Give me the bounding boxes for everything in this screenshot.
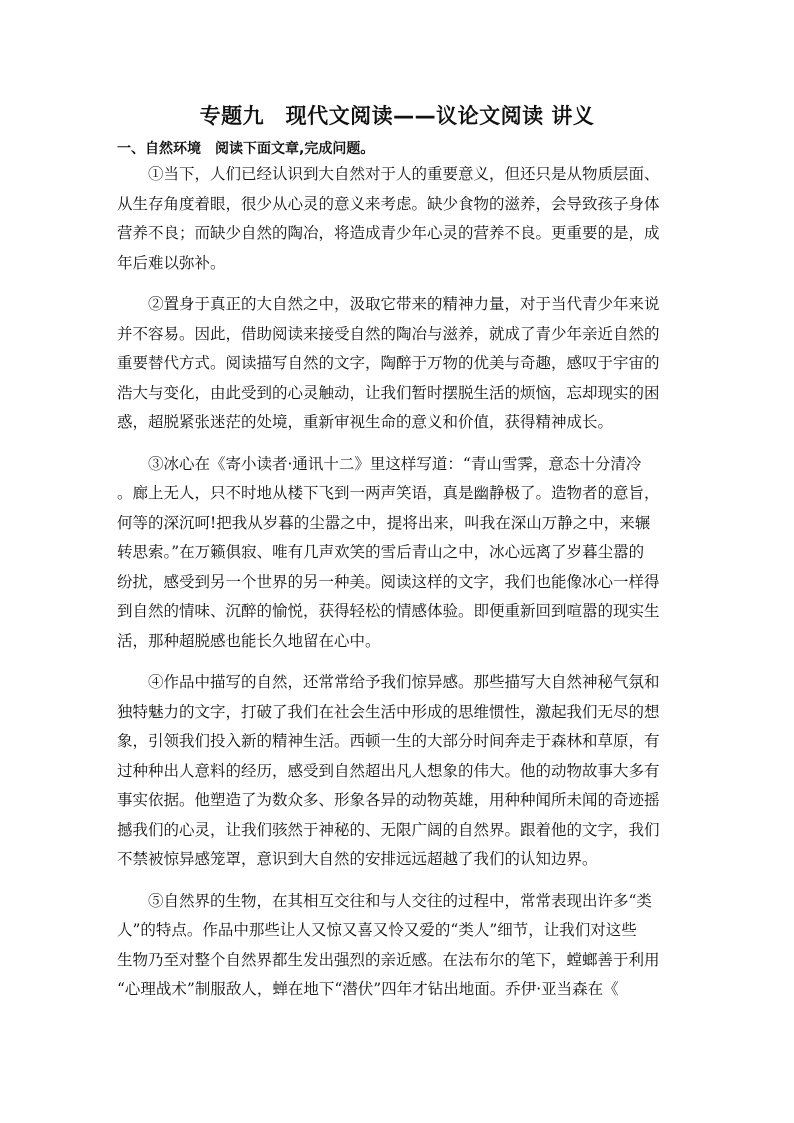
text-line: 纷扰，感受到另一个世界的另一种美。阅读这样的文字，我们也能像冰心一样得 bbox=[117, 572, 660, 591]
text-line: 年后难以弥补。 bbox=[117, 253, 226, 272]
text-line: ③冰心在《寄小读者·通讯十二》里这样写道：“青山雪霁，意态十分清冷 bbox=[148, 454, 642, 473]
text-line: ⑤自然界的生物，在其相互交往和与人交往的过程中，常常表现出许多“类 bbox=[148, 891, 652, 910]
paragraph-2 bbox=[117, 290, 677, 438]
text-line: 并不容易。因此，借助阅读来接受自然的陶冶与滋养，就成了青少年亲近自然的 bbox=[117, 324, 660, 343]
text-line: ①当下，人们已经认识到大自然对于人的重要意义，但还只是从物质层面、 bbox=[148, 165, 660, 183]
text-line: “心理战术”制服敌人，蝉在地下“潜伏”四年才钻出地面。乔伊·亚当森在《 bbox=[117, 980, 619, 998]
text-line: 生物乃至对整个自然界都生发出强烈的亲近感。在法布尔的笔下，螳螂善于利用 bbox=[117, 950, 660, 969]
document-title: 专题九 现代文阅读——议论文阅读 讲义 bbox=[199, 104, 595, 128]
text-line: 人”的特点。作品中那些让人又惊又喜又怜又爱的“类人”细节，让我们对这些 bbox=[117, 921, 637, 939]
text-line: 独特魅力的文字，打破了我们在社会生活中形成的思维惯性，激起我们无尽的想 bbox=[117, 702, 660, 721]
text-line: ④作品中描写的自然，还常常给予我们惊异感。那些描写大自然神秘气氛和 bbox=[148, 673, 660, 691]
paragraph-5 bbox=[117, 887, 677, 1005]
text-line: 活，那种超脱感也能长久地留在心中。 bbox=[117, 631, 381, 650]
text-line: 撼我们的心灵，让我们骇然于神秘的、无限广阔的自然界。跟着他的文字，我们 bbox=[117, 820, 660, 839]
text-line: 浩大与变化，由此受到的心灵触动，让我们暂时摆脱生活的烦恼，忘却现实的困 bbox=[117, 383, 660, 402]
text-line: 过种种出人意料的经历，感受到自然超出凡人想象的伟大。他的动物故事大多有 bbox=[117, 761, 660, 780]
text-line: 事实依据。他塑造了为数众多、形象各异的动物英雄，用种种闻所未闻的奇迹摇 bbox=[117, 791, 660, 809]
text-line: 到自然的情味、沉醉的愉悦，获得轻松的情感体验。即便重新回到喧嚣的现实生 bbox=[117, 602, 660, 620]
text-line: 何等的深沉呵!把我从岁暮的尘嚣之中，提将出来，叫我在深山万静之中，来辗 bbox=[117, 513, 651, 532]
text-line: 惑，超脱紧张迷茫的处境，重新审视生命的意义和价值，获得精神成长。 bbox=[117, 413, 614, 431]
text-line: 。廊上无人，只不时地从楼下飞到一两声笑语，真是幽静极了。造物者的意旨， bbox=[117, 484, 660, 502]
text-line: ②置身于真正的大自然之中，汲取它带来的精神力量，对于当代青少年来说 bbox=[148, 295, 660, 313]
text-line: 不禁被惊异感笼罩，意识到大自然的安排远远超越了我们的认知边界。 bbox=[117, 850, 598, 868]
paragraph-1 bbox=[117, 160, 677, 278]
section-heading: 一、自然环境 阅读下面文章,完成问题。 bbox=[117, 141, 375, 157]
text-line: 从生存角度着眼，很少从心灵的意义来考虑。缺少食物的滋养，会导致孩子身体 bbox=[117, 194, 660, 213]
text-line: 转思索。”在万籁俱寂、唯有几声欢笑的雪后青山之中，冰心远离了岁暮尘嚣的 bbox=[117, 543, 645, 561]
paragraph-3 bbox=[117, 450, 677, 657]
text-line: 营养不良；而缺少自然的陶冶，将造成青少年心灵的营养不良。更重要的是，成 bbox=[117, 224, 660, 242]
article-body bbox=[117, 160, 677, 1017]
text-line: 象，引领我们投入新的精神生活。西顿一生的大部分时间奔走于森林和草原，有 bbox=[117, 732, 660, 750]
paragraph-4 bbox=[117, 668, 677, 875]
text-line: 重要替代方式。阅读描写自然的文字，陶醉于万物的优美与奇趣，感叹于宇宙的 bbox=[117, 354, 660, 372]
